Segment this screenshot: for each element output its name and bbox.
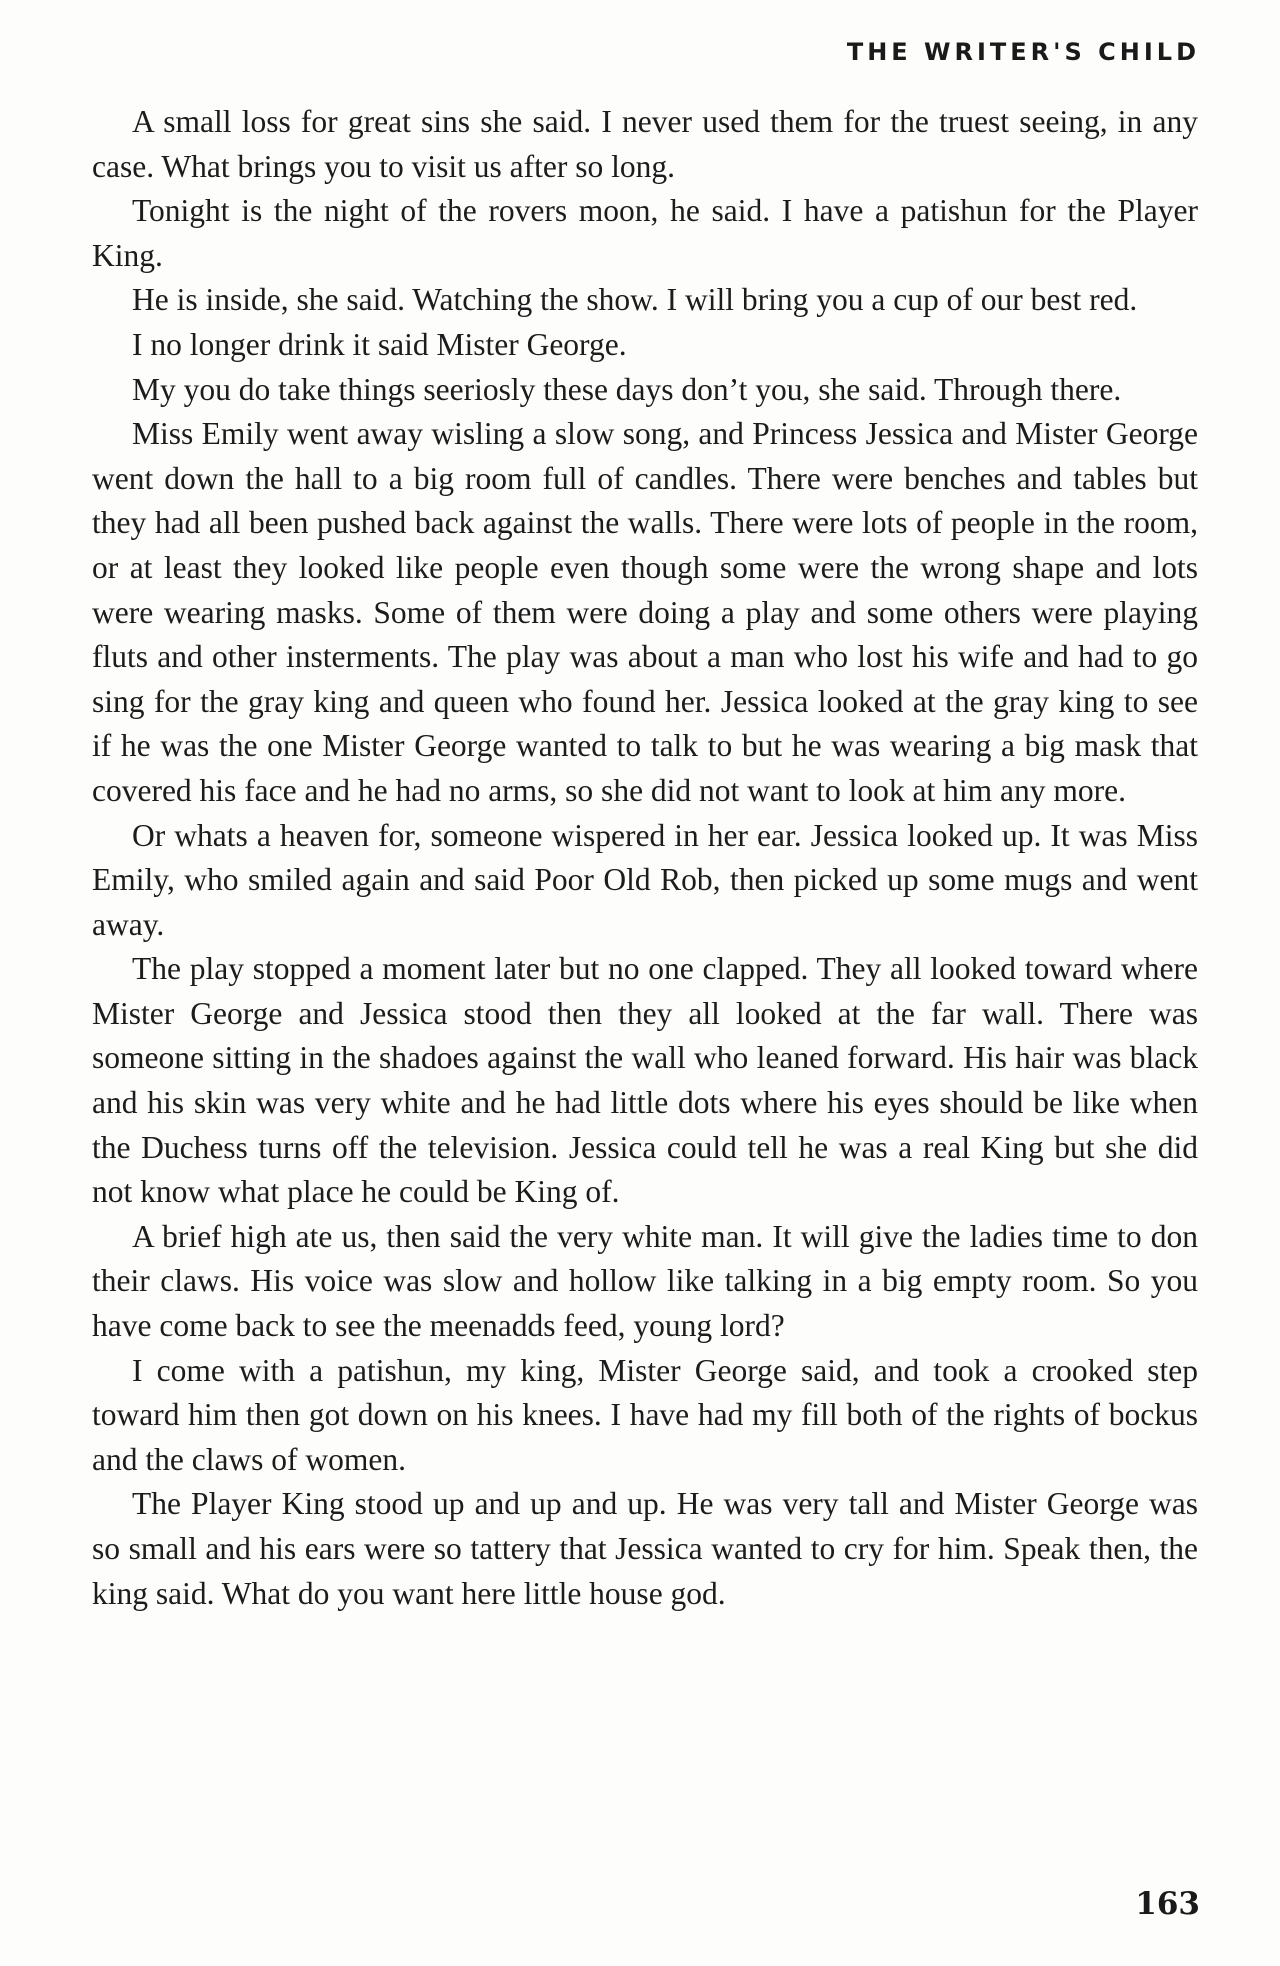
paragraph: The Player King stood up and up and up. He was very tall and Mister George was so small and his ears were so tattery that Jessica wanted to cry for him. Speak then, the king said. What do you want here little house god. [92, 1486, 1198, 1611]
paragraph: The play stopped a moment later but no one clapped. They all looked toward where Mister George and Jessica stood then they all looked at the far wall. There was someone sitting in the shadoes against the wall who leaned forward. His hair was black and his skin was very white and he had little dots where his eyes should be like when the Duchess turns off the television. Jessica could tell he was a real King but she did not know what place he could be King of. [92, 951, 1198, 1210]
paragraph: He is inside, she said. Watching the show. I will bring you a cup of our best red. [132, 282, 1138, 318]
running-head: THE WRITER'S CHILD [846, 38, 1200, 66]
paragraph: I come with a patishun, my king, Mister George said, and took a crooked step toward him then got down on his knees. I have had my fill both of the rights of bockus and the claws of women. [92, 1352, 1198, 1477]
paragraph: A small loss for great sins she said. I never used them for the truest seeing, in any case. What brings you to visit us after so long. [92, 104, 1198, 184]
page-number: 163 [1135, 1886, 1200, 1922]
paragraph: Or whats a heaven for, someone wispered in her ear. Jessica looked up. It was Miss Emily, who smiled again and said Poor Old Rob, then picked up some mugs and went away. [92, 817, 1198, 942]
body-text [92, 100, 1198, 1616]
paragraph: I no longer drink it said Mister George. [132, 326, 627, 362]
paragraph: My you do take things seeriosly these days don’t you, she said. Through there. [132, 371, 1122, 407]
paragraph: A brief high ate us, then said the very white man. It will give the ladies time to don their claws. His voice was slow and hollow like talking in a big empty room. So you have come back to see the meenadds feed, young lord? [92, 1218, 1198, 1344]
paragraph: Tonight is the night of the rovers moon, he said. I have a patishun for the Player King. [92, 193, 1198, 273]
paragraph: Miss Emily went away wisling a slow song, and Princess Jessica and Mister George went down the hall to a big room full of candles. There were benches and tables but they had all been pushed back against the walls. There were lots of people in the room, or at least they looked like people even though some were the wrong shape and lots were wearing masks. Some of them were doing a play and some others were playing fluts and other insterments. The play was about a man who lost his wife and had to go sing for the gray king and queen who found her. Jessica looked at the gray king to see if he was the one Mister George wanted to talk to but he was wearing a big mask that covered his face and he had no arms, so she did not want to look at him any more. [92, 416, 1198, 808]
